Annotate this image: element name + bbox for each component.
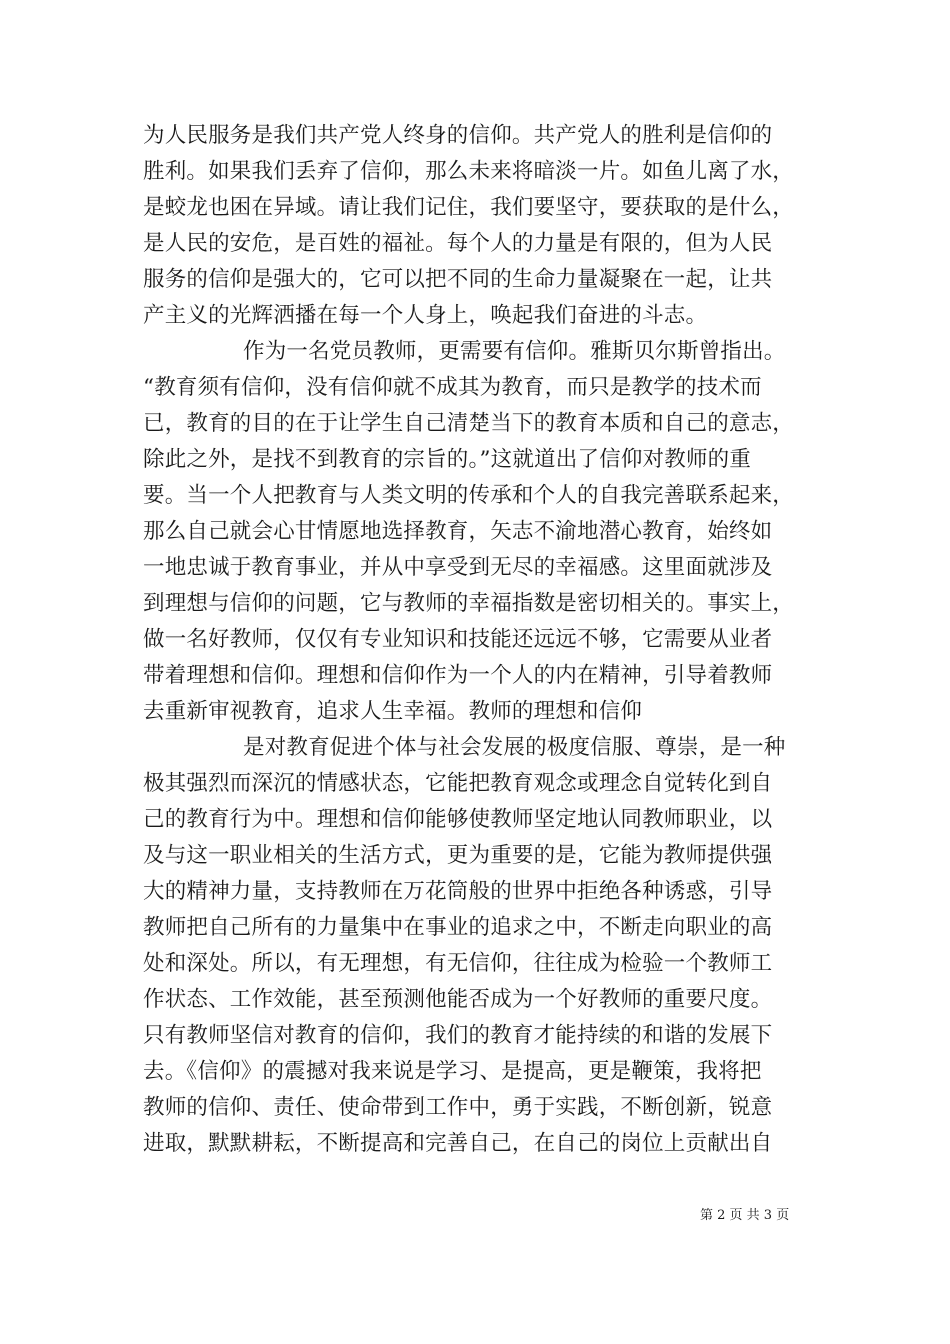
text-line: 除此之外，是找不到教育的宗旨的。”这就道出了信仰对教师的重 <box>143 447 752 472</box>
text-line: 极其强烈而深沉的情感状态，它能把教育观念或理念自觉转化到自 <box>143 771 773 796</box>
text-line: 只有教师坚信对教育的信仰，我们的教育才能持续的和谐的发展下 <box>143 1023 773 1048</box>
text-line-indented: 作为一名党员教师，更需要有信仰。雅斯贝尔斯曾指出。 <box>243 339 786 364</box>
text-line: 己的教育行为中。理想和信仰能够使教师坚定地认同教师职业，以 <box>143 807 773 832</box>
text-line: 已，教育的目的在于让学生自己清楚当下的教育本质和自己的意志， <box>143 411 795 436</box>
text-line: 那么自己就会心甘情愿地选择教育，矢志不渝地潜心教育，始终如 <box>143 519 773 544</box>
text-line: 作状态、工作效能，甚至预测他能否成为一个好教师的重要尺度。 <box>143 987 773 1012</box>
text-line: “教育须有信仰，没有信仰就不成其为教育，而只是教学的技术而 <box>143 375 762 400</box>
text-line: 进取，默默耕耘，不断提高和完善自己，在自己的岗位上贡献出自 <box>143 1131 773 1156</box>
text-line: 要。当一个人把教育与人类文明的传承和个人的自我完善联系起来， <box>143 483 795 508</box>
text-line: 是人民的安危，是百姓的福祉。每个人的力量是有限的，但为人民 <box>143 231 773 256</box>
text-line: 为人民服务是我们共产党人终身的信仰。共产党人的胜利是信仰的 <box>143 123 773 148</box>
text-line: 去重新审视教育，追求人生幸福。教师的理想和信仰 <box>143 699 643 724</box>
body-text <box>143 118 833 1162</box>
text-line: 是蛟龙也困在异域。请让我们记住，我们要坚守，要获取的是什么， <box>143 195 795 220</box>
text-line: 做一名好教师，仅仅有专业知识和技能还远远不够，它需要从业者 <box>143 627 773 652</box>
text-line: 教师的信仰、责任、使命带到工作中，勇于实践，不断创新，锐意 <box>143 1095 773 1120</box>
page-number-footer: 第 2 页 共 3 页 <box>700 1208 790 1223</box>
text-line: 服务的信仰是强大的，它可以把不同的生命力量凝聚在一起，让共 <box>143 267 773 292</box>
text-line-indented: 是对教育促进个体与社会发展的极度信服、尊崇，是一种 <box>243 735 786 760</box>
text-line: 一地忠诚于教育事业，并从中享受到无尽的幸福感。这里面就涉及 <box>143 555 773 580</box>
text-line: 处和深处。所以，有无理想，有无信仰，往往成为检验一个教师工 <box>143 951 773 976</box>
text-line: 带着理想和信仰。理想和信仰作为一个人的内在精神，引导着教师 <box>143 663 773 688</box>
text-line: 及与这一职业相关的生活方式，更为重要的是，它能为教师提供强 <box>143 843 773 868</box>
text-line: 大的精神力量，支持教师在万花筒般的世界中拒绝各种诱惑，引导 <box>143 879 773 904</box>
text-line: 教师把自己所有的力量集中在事业的追求之中，不断走向职业的高 <box>143 915 773 940</box>
text-line: 到理想与信仰的问题，它与教师的幸福指数是密切相关的。事实上， <box>143 591 795 616</box>
text-line: 去。《信仰》的震撼对我来说是学习、是提高，更是鞭策，我将把 <box>143 1059 762 1084</box>
text-line: 胜利。如果我们丢弃了信仰，那么未来将暗淡一片。如鱼儿离了水， <box>143 159 795 184</box>
text-line: 产主义的光辉洒播在每一个人身上，唤起我们奋进的斗志。 <box>143 303 708 328</box>
